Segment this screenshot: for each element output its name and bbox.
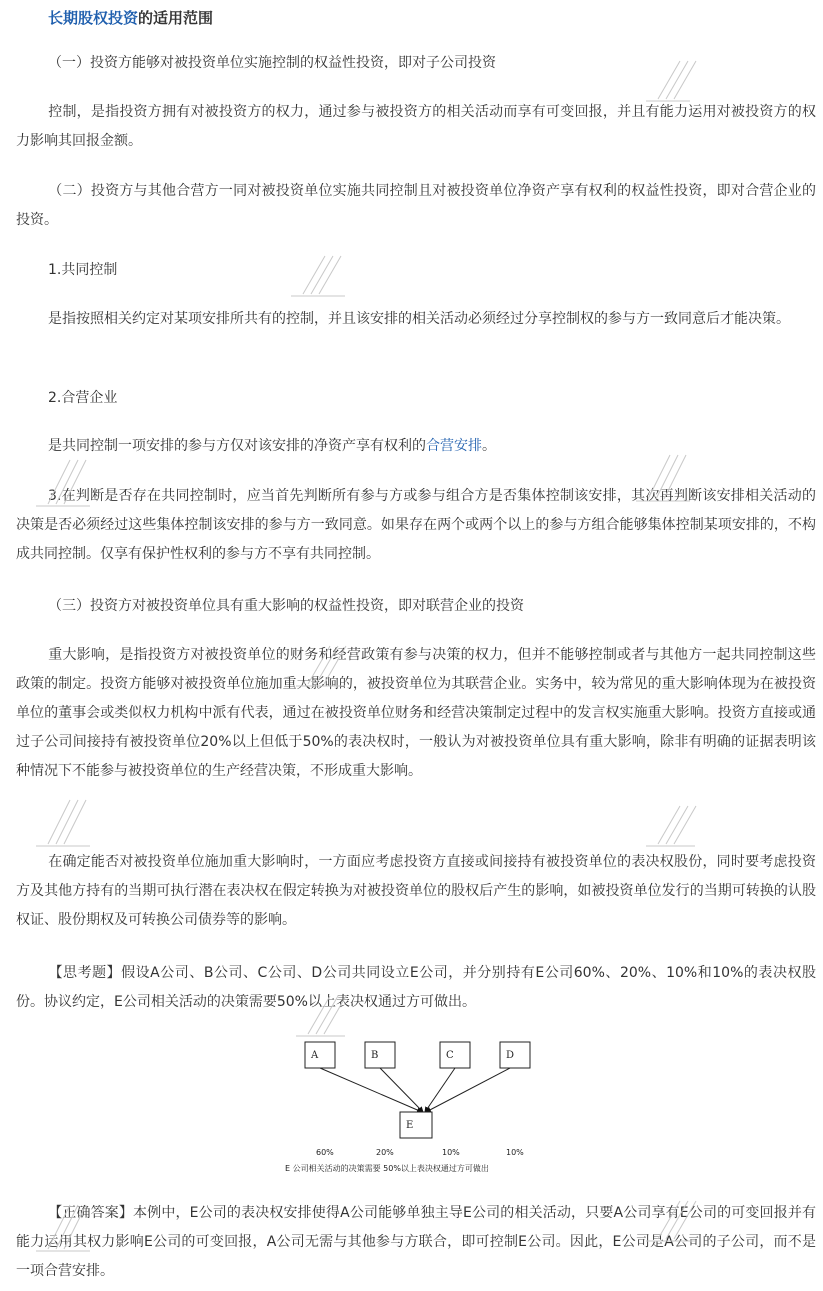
node-e-label: E: [406, 1120, 414, 1131]
paragraph-10: 重大影响，是指投资方对被投资单位的财务和经营政策有参与决策的权力，但并不能够控制或者与其他方一起共同控制这些政策的制定。投资方能够对被投资单位施加重大影响的，被投资单位为其联营企业。实务中，较为常见的重大影响体现为在被投资单位的董事会或类似权力机构中派有代表，通过在被投资单位财务和经营决策制定过程中的发言权实施重大影响。投资方直接或通过子公司间接持有被投资单位20%以上但低于50%的表决权时，一般认为对被投资单位具有重大影响，除非有明确的证据表明该种情况下不能参与被投资单位的生产经营决策，不形成重大影响。: [16, 647, 816, 779]
node-a-label: A: [311, 1050, 319, 1061]
title-link[interactable]: 长期股权投资: [48, 9, 139, 27]
watermark-icon: [30, 790, 100, 850]
node-b-label: B: [371, 1050, 379, 1061]
node-d: [500, 1042, 530, 1068]
edge-c: [425, 1068, 455, 1112]
section-title: [48, 7, 213, 28]
paragraph-1: （一）投资方能够对被投资单位实施控制的权益性投资，即对子公司投资: [48, 55, 496, 71]
paragraph-11: 在确定能否对被投资单位施加重大影响时，一方面应考虑投资方直接或间接持有被投资单位的表决权股份，同时要考虑投资方及其他方持有的当期可执行潜在表决权在假定转换为对被投资单位的股权后产生的影响，如被投资单位发行的当期可转换的认股权证、股份期权及可转换公司债券等的影响。: [16, 854, 816, 928]
paragraph-12: 【思考题】假设A公司、B公司、C公司、D公司共同设立E公司，并分别持有E公司60%、20%、10%和10%的表决权股份。协议约定，E公司相关活动的决策需要50%以上表决权通过方可做出。: [16, 965, 816, 1010]
pct-d: 10%: [506, 1148, 524, 1157]
diagram-caption: E 公司相关活动的决策需要 50%以上表决权通过方可做出: [285, 1164, 489, 1173]
node-c: [440, 1042, 470, 1068]
node-d-label: D: [506, 1050, 515, 1061]
paragraph-4: 1.共同控制: [48, 262, 118, 278]
paragraph-5: 是指按照相关约定对某项安排所共有的控制，并且该安排的相关活动必须经过分享控制权的参与方一致同意后才能决策。: [48, 311, 790, 327]
edge-d: [426, 1068, 510, 1112]
paragraph-2: 控制，是指投资方拥有对被投资方的权力，通过参与被投资方的相关活动而享有可变回报，并且有能力运用对被投资方的权力影响其回报金额。: [16, 104, 816, 149]
edge-a: [320, 1068, 422, 1112]
node-e: [400, 1112, 432, 1138]
paragraph-6: 2.合营企业: [48, 390, 118, 406]
node-b: [365, 1042, 395, 1068]
node-c-label: C: [446, 1050, 454, 1061]
paragraph-3: （二）投资方与其他合营方一同对被投资单位实施共同控制且对被投资单位净资产享有权利的权益性投资，即对合营企业的投资。: [16, 183, 816, 228]
pct-c: 10%: [442, 1148, 460, 1157]
watermark-icon: [640, 800, 700, 850]
ownership-diagram: [280, 1030, 580, 1180]
joint-arrangement-link[interactable]: 合营安排: [426, 438, 482, 454]
pct-a: 60%: [316, 1148, 334, 1157]
paragraph-9: （三）投资方对被投资单位具有重大影响的权益性投资，即对联营企业的投资: [48, 598, 524, 614]
edge-b: [380, 1068, 423, 1112]
title-rest: 的适用范围: [138, 9, 214, 27]
node-a: [305, 1042, 335, 1068]
paragraph-7: 是共同控制一项安排的参与方仅对该安排的净资产享有权利的合营安排。: [48, 438, 496, 454]
pct-b: 20%: [376, 1148, 394, 1157]
paragraph-13: 【正确答案】本例中，E公司的表决权安排使得A公司能够单独主导E公司的相关活动，只要A公司享有E公司的可变回报并有能力运用其权力影响E公司的可变回报，A公司无需与其他参与方联合，即可控制E公司。因此，E公司是A公司的子公司，而不是一项合营安排。: [16, 1205, 816, 1279]
paragraph-8: 3.在判断是否存在共同控制时，应当首先判断所有参与方或参与组合方是否集体控制该安排，其次再判断该安排相关活动的决策是否必须经过这些集体控制该安排的参与方一致同意。如果存在两个或两个以上的参与方组合能够集体控制某项安排的，不构成共同控制。仅享有保护性权利的参与方不享有共同控制。: [16, 488, 816, 562]
